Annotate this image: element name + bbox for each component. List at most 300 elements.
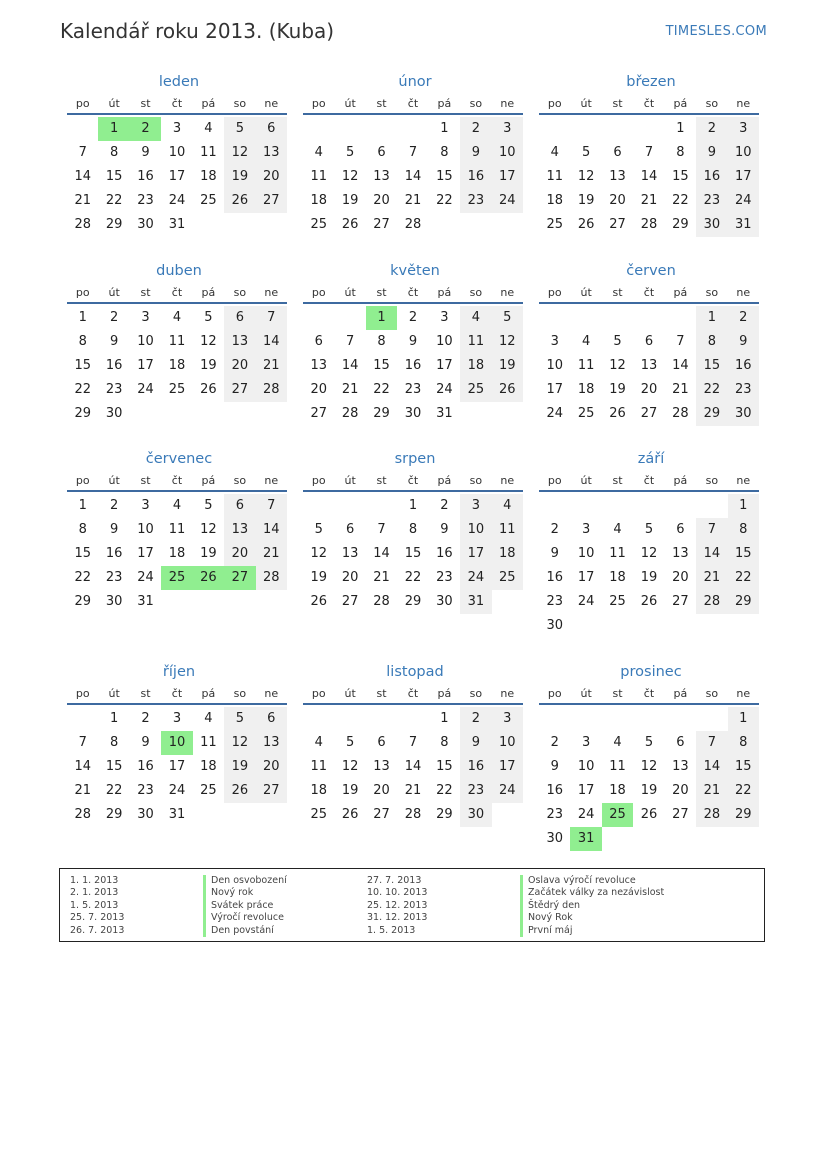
day-cell: 6 [613, 145, 622, 160]
day-cell: 15 [105, 759, 123, 774]
weekday-header: st [376, 474, 387, 487]
month-červen [539, 261, 759, 450]
month-červenec [67, 449, 287, 638]
day-cell: 7 [78, 145, 87, 160]
weekday-header: so [705, 286, 719, 299]
day-cell: 28 [74, 217, 91, 232]
day-cell: 29 [74, 594, 91, 609]
month-grid [303, 471, 523, 638]
day-cell: 11 [168, 522, 186, 537]
day-cell: 10 [460, 518, 491, 542]
day-cell: 5 [204, 498, 213, 513]
day-cell: 14 [256, 518, 287, 542]
holiday-day: 10 [161, 731, 192, 755]
weekday-header: ne [500, 687, 515, 700]
month-name: říjen [162, 664, 196, 680]
month-name: březen [626, 74, 676, 90]
day-cell: 2 [460, 707, 491, 731]
day-cell: 6 [676, 735, 685, 750]
day-cell: 30 [460, 803, 491, 827]
day-cell: 14 [256, 330, 287, 354]
day-cell: 4 [172, 310, 182, 325]
day-cell: 8 [78, 522, 87, 537]
day-cell: 13 [373, 169, 390, 184]
weekday-header: pá [437, 474, 452, 487]
day-cell: 30 [546, 618, 563, 633]
day-cell: 28 [404, 807, 422, 822]
legend-date: 25. 7. 2013 [70, 912, 125, 924]
day-cell: 29 [436, 807, 453, 822]
day-cell: 4 [613, 522, 622, 537]
day-cell: 31 [436, 406, 453, 421]
day-cell: 3 [492, 707, 523, 731]
day-cell: 30 [404, 406, 422, 421]
weekday-header: po [75, 474, 90, 487]
day-cell: 16 [436, 546, 453, 561]
day-cell: 23 [105, 570, 123, 585]
day-cell: 9 [408, 334, 418, 349]
day-cell: 5 [581, 145, 591, 160]
weekday-header: pá [201, 97, 216, 110]
weekday-header: pá [201, 286, 216, 299]
day-cell: 24 [168, 783, 186, 798]
day-cell: 13 [256, 731, 287, 755]
weekday-header: po [547, 474, 562, 487]
day-cell: 30 [696, 213, 727, 237]
day-cell: 3 [172, 711, 182, 726]
day-cell: 30 [137, 807, 154, 822]
weekday-header: ne [264, 474, 279, 487]
day-cell: 1 [408, 498, 418, 513]
day-cell: 2 [460, 117, 491, 141]
day-cell: 13 [341, 546, 359, 561]
day-cell: 9 [141, 145, 150, 160]
day-cell: 17 [168, 169, 186, 184]
legend-date: 26. 7. 2013 [70, 924, 125, 936]
month-říjen [67, 662, 287, 851]
day-cell: 4 [550, 145, 559, 160]
day-cell: 21 [640, 193, 658, 208]
day-cell: 12 [609, 358, 626, 373]
weekday-header: st [376, 687, 387, 700]
day-cell: 3 [550, 334, 559, 349]
day-cell: 10 [492, 141, 523, 165]
month-květen [303, 261, 523, 450]
weekday-header: st [140, 97, 151, 110]
day-cell: 26 [492, 378, 523, 402]
header-divider [67, 113, 287, 115]
month-prosinec [539, 662, 759, 851]
day-cell: 10 [436, 334, 453, 349]
header-divider [539, 490, 759, 492]
day-cell: 29 [105, 217, 123, 232]
weekday-header: po [547, 687, 562, 700]
day-cell: 10 [728, 141, 759, 165]
weekday-header: út [344, 687, 356, 700]
day-cell: 25 [200, 783, 217, 798]
weekday-header: st [140, 687, 151, 700]
day-cell: 1 [728, 707, 759, 731]
weekday-header: út [344, 97, 356, 110]
day-cell: 26 [200, 382, 217, 397]
weekday-header: so [233, 286, 247, 299]
day-cell: 5 [492, 306, 523, 330]
day-cell: 10 [577, 546, 595, 561]
day-cell: 5 [204, 310, 213, 325]
day-cell: 7 [696, 731, 727, 755]
weekday-header: ne [500, 286, 515, 299]
month-grid [67, 94, 287, 261]
day-cell: 21 [404, 783, 422, 798]
day-cell: 24 [436, 382, 453, 397]
day-cell: 16 [137, 759, 154, 774]
day-cell: 3 [581, 735, 591, 750]
day-cell: 11 [168, 334, 186, 349]
month-name: duben [156, 263, 202, 279]
day-cell: 29 [728, 803, 759, 827]
day-cell: 26 [341, 217, 359, 232]
day-cell: 6 [676, 522, 685, 537]
day-cell: 7 [696, 518, 727, 542]
day-cell: 22 [696, 378, 727, 402]
day-cell: 1 [440, 121, 449, 136]
weekday-header: út [580, 687, 592, 700]
day-cell: 12 [200, 334, 217, 349]
day-cell: 11 [310, 759, 327, 774]
month-name: září [637, 451, 665, 467]
weekday-header: so [705, 97, 719, 110]
weekday-header: so [469, 474, 483, 487]
day-cell: 11 [460, 330, 491, 354]
day-cell: 19 [200, 546, 217, 561]
month-grid [539, 283, 759, 450]
day-cell: 17 [168, 759, 186, 774]
weekday-header: ne [264, 687, 279, 700]
weekday-header: ne [736, 474, 751, 487]
day-cell: 19 [224, 755, 255, 779]
day-cell: 28 [373, 594, 390, 609]
weekday-header: čt [407, 687, 419, 700]
day-cell: 16 [105, 358, 123, 373]
day-cell: 15 [696, 354, 727, 378]
day-cell: 7 [78, 735, 87, 750]
day-cell: 9 [440, 522, 449, 537]
day-cell: 24 [492, 189, 523, 213]
day-cell: 16 [105, 546, 123, 561]
legend-holiday-name: Oslava výročí revoluce [520, 875, 636, 887]
day-cell: 3 [141, 498, 150, 513]
day-cell: 10 [137, 522, 154, 537]
day-cell: 13 [672, 546, 689, 561]
day-cell: 8 [728, 731, 759, 755]
day-cell: 7 [377, 522, 386, 537]
day-cell: 28 [672, 406, 689, 421]
day-cell: 24 [577, 807, 595, 822]
day-cell: 5 [224, 117, 255, 141]
day-cell: 4 [613, 735, 622, 750]
month-grid [539, 684, 759, 851]
legend-date: 1. 5. 2013 [367, 924, 416, 936]
day-cell: 21 [74, 193, 91, 208]
month-grid [67, 471, 287, 638]
day-cell: 21 [341, 382, 359, 397]
day-cell: 25 [168, 382, 186, 397]
day-cell: 1 [109, 711, 119, 726]
day-cell: 28 [696, 590, 727, 614]
brand-link[interactable]: TIMESLES.COM [665, 24, 767, 39]
weekday-header: st [140, 286, 151, 299]
day-cell: 26 [224, 189, 255, 213]
day-cell: 27 [373, 217, 390, 232]
day-cell: 18 [546, 193, 563, 208]
day-cell: 24 [546, 406, 563, 421]
month-duben [67, 261, 287, 450]
day-cell: 18 [168, 546, 186, 561]
legend-date: 27. 7. 2013 [367, 875, 422, 886]
month-srpen [303, 449, 523, 638]
day-cell: 28 [341, 406, 359, 421]
day-cell: 12 [640, 759, 658, 774]
day-cell: 18 [609, 570, 626, 585]
weekday-header: so [233, 97, 247, 110]
month-leden [67, 72, 287, 261]
day-cell: 23 [436, 570, 453, 585]
day-cell: 4 [314, 145, 323, 160]
day-cell: 14 [74, 759, 91, 774]
day-cell: 17 [436, 358, 453, 373]
day-cell: 22 [373, 382, 390, 397]
weekday-header: út [580, 97, 592, 110]
day-cell: 26 [310, 594, 327, 609]
month-name: únor [398, 74, 432, 90]
day-cell: 19 [341, 783, 359, 798]
weekday-header: ne [736, 97, 751, 110]
day-cell: 17 [577, 570, 595, 585]
header-divider [303, 113, 523, 115]
day-cell: 13 [224, 518, 255, 542]
day-cell: 31 [168, 217, 186, 232]
day-cell: 12 [224, 731, 255, 755]
day-cell: 1 [440, 711, 449, 726]
day-cell: 8 [408, 522, 418, 537]
legend-date: 2. 1. 2013 [70, 887, 119, 899]
day-cell: 1 [728, 494, 759, 518]
day-cell: 22 [436, 193, 453, 208]
day-cell: 26 [341, 807, 359, 822]
day-cell: 12 [492, 330, 523, 354]
weekday-header: čt [643, 474, 655, 487]
holiday-day: 1 [366, 306, 397, 330]
day-cell: 12 [577, 169, 595, 184]
day-cell: 27 [341, 594, 359, 609]
day-cell: 15 [373, 358, 390, 373]
month-grid [303, 94, 523, 261]
holiday-day: 31 [570, 827, 601, 851]
day-cell: 30 [436, 594, 453, 609]
weekday-header: ne [736, 286, 751, 299]
weekday-header: po [75, 97, 90, 110]
legend-date: 25. 12. 2013 [367, 899, 428, 911]
day-cell: 17 [460, 542, 491, 566]
day-cell: 10 [137, 334, 154, 349]
weekday-header: ne [500, 474, 515, 487]
day-cell: 18 [577, 382, 595, 397]
day-cell: 14 [341, 358, 359, 373]
day-cell: 29 [373, 406, 390, 421]
weekday-header: út [108, 97, 120, 110]
day-cell: 5 [314, 522, 323, 537]
weekday-header: pá [673, 687, 688, 700]
day-cell: 24 [728, 189, 759, 213]
day-cell: 7 [644, 145, 654, 160]
month-grid [539, 471, 759, 638]
day-cell: 8 [377, 334, 386, 349]
weekday-header: čt [171, 97, 183, 110]
weekday-header: st [612, 474, 623, 487]
day-cell: 8 [728, 518, 759, 542]
day-cell: 28 [256, 378, 287, 402]
legend-holiday-name: Den povstání [203, 925, 274, 937]
day-cell: 4 [581, 334, 591, 349]
day-cell: 7 [676, 334, 685, 349]
legend-holiday-name: Začátek války za nezávislost [520, 887, 664, 899]
day-cell: 15 [105, 169, 123, 184]
day-cell: 11 [546, 169, 563, 184]
day-cell: 2 [109, 310, 119, 325]
day-cell: 14 [696, 542, 727, 566]
day-cell: 20 [640, 382, 658, 397]
weekday-header: ne [500, 97, 515, 110]
weekday-header: pá [201, 474, 216, 487]
day-cell: 11 [200, 145, 217, 160]
day-cell: 12 [310, 546, 327, 561]
weekday-header: čt [407, 474, 419, 487]
month-grid [539, 94, 759, 261]
holiday-day: 25 [602, 803, 633, 827]
legend-holiday-name: Den osvobození [203, 875, 287, 887]
weekday-header: čt [171, 474, 183, 487]
day-cell: 12 [341, 759, 359, 774]
weekday-header: út [580, 286, 592, 299]
holiday-legend [59, 868, 765, 942]
day-cell: 29 [696, 402, 727, 426]
holiday-day: 2 [130, 117, 161, 141]
day-cell: 6 [377, 735, 386, 750]
day-cell: 11 [609, 546, 626, 561]
weekday-header: so [469, 286, 483, 299]
day-cell: 6 [314, 334, 323, 349]
day-cell: 13 [224, 330, 255, 354]
day-cell: 2 [440, 498, 449, 513]
weekday-header: čt [171, 286, 183, 299]
weekday-header: pá [437, 286, 452, 299]
month-name: prosinec [620, 664, 682, 680]
day-cell: 27 [672, 594, 689, 609]
day-cell: 3 [581, 522, 591, 537]
legend-holiday-name: Výročí revoluce [203, 912, 284, 924]
day-cell: 3 [492, 117, 523, 141]
day-cell: 2 [141, 711, 150, 726]
day-cell: 2 [550, 735, 559, 750]
month-name: leden [158, 74, 200, 90]
day-cell: 5 [345, 145, 355, 160]
weekday-header: út [344, 286, 356, 299]
day-cell: 17 [728, 165, 759, 189]
day-cell: 7 [256, 306, 287, 330]
weekday-header: čt [643, 97, 655, 110]
day-cell: 10 [546, 358, 563, 373]
weekday-header: čt [407, 97, 419, 110]
day-cell: 30 [137, 217, 154, 232]
day-cell: 14 [373, 546, 390, 561]
header-divider [67, 302, 287, 304]
day-cell: 23 [696, 189, 727, 213]
header-divider [303, 703, 523, 705]
day-cell: 10 [492, 731, 523, 755]
day-cell: 17 [546, 382, 563, 397]
day-cell: 21 [696, 566, 727, 590]
holiday-day: 26 [193, 566, 224, 590]
day-cell: 16 [546, 570, 563, 585]
legend-holiday-name: Nový Rok [520, 912, 573, 924]
day-cell: 29 [74, 406, 91, 421]
header-divider [539, 703, 759, 705]
holiday-day: 25 [161, 566, 192, 590]
day-cell: 15 [74, 546, 91, 561]
day-cell: 19 [640, 783, 658, 798]
day-cell: 1 [78, 498, 87, 513]
day-cell: 3 [460, 494, 491, 518]
month-name: srpen [394, 451, 436, 467]
day-cell: 16 [404, 358, 422, 373]
day-cell: 25 [577, 406, 595, 421]
day-cell: 6 [224, 494, 255, 518]
day-cell: 16 [460, 755, 491, 779]
weekday-header: po [311, 474, 326, 487]
day-cell: 15 [74, 358, 91, 373]
day-cell: 14 [696, 755, 727, 779]
day-cell: 16 [460, 165, 491, 189]
weekday-header: pá [437, 97, 452, 110]
day-cell: 21 [74, 783, 91, 798]
day-cell: 25 [200, 193, 217, 208]
day-cell: 23 [404, 382, 422, 397]
day-cell: 11 [200, 735, 217, 750]
day-cell: 16 [546, 783, 563, 798]
day-cell: 14 [404, 169, 422, 184]
day-cell: 1 [696, 306, 727, 330]
weekday-header: st [376, 286, 387, 299]
header-divider [539, 302, 759, 304]
day-cell: 1 [78, 310, 87, 325]
day-cell: 8 [109, 735, 119, 750]
day-cell: 29 [404, 594, 422, 609]
weekday-header: po [75, 687, 90, 700]
day-cell: 16 [728, 354, 759, 378]
day-cell: 30 [105, 406, 123, 421]
day-cell: 7 [408, 735, 418, 750]
legend-holiday-name: První máj [520, 925, 573, 937]
day-cell: 27 [224, 378, 255, 402]
day-cell: 20 [373, 783, 390, 798]
month-březen [539, 72, 759, 261]
day-cell: 2 [408, 310, 418, 325]
day-cell: 26 [224, 779, 255, 803]
day-cell: 3 [728, 117, 759, 141]
day-cell: 9 [550, 759, 559, 774]
day-cell: 9 [109, 522, 119, 537]
day-cell: 27 [310, 406, 327, 421]
